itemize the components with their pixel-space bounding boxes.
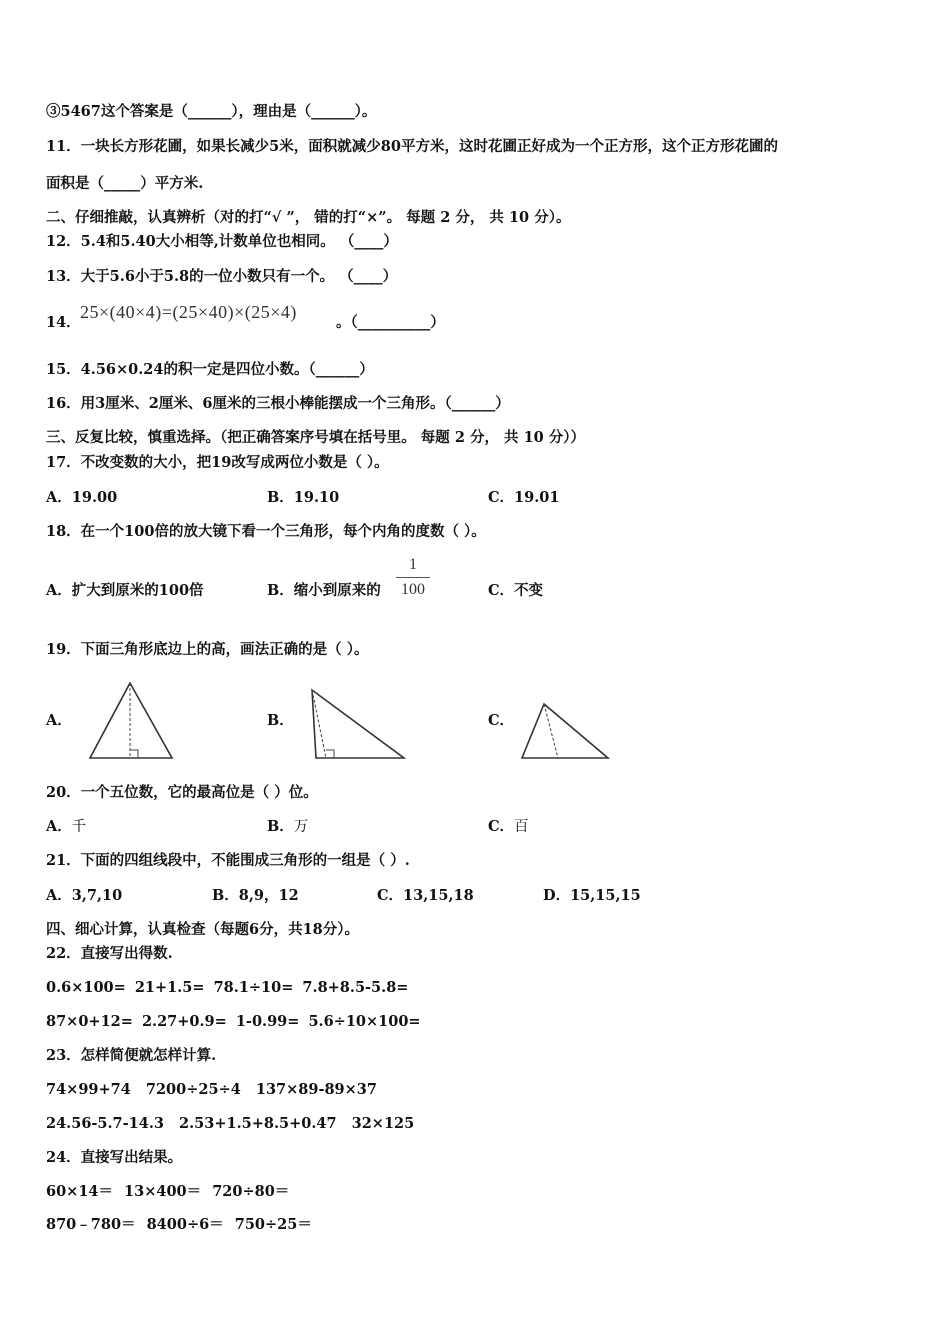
q16: 16．用3厘米、2厘米、6厘米的三根小棒能摆成一个三角形。（______） <box>46 395 510 412</box>
q24-row-1: 60×14＝ 13×400＝ 720÷80＝ <box>46 1183 290 1200</box>
q23-row-2: 24.56-5.7-14.3 2.53+1.5+8.5+0.47 32×125 <box>46 1115 415 1132</box>
q23-row-1: 74×99+74 7200÷25÷4 137×89-89×37 <box>46 1081 377 1098</box>
q21-option-b[interactable]: B．8,9，12 <box>212 887 299 904</box>
q20-option-a[interactable]: A．千 <box>46 818 87 835</box>
q19-triangle-c <box>518 700 614 762</box>
fraction-denominator: 100 <box>401 581 425 598</box>
section-4-heading: 四、细心计算，认真检查（每题6分，共18分）。 <box>46 921 360 938</box>
q12: 12．5.4和5.40大小相等,计数单位也相同。 （____） <box>46 233 398 250</box>
q22-row-2: 87×0+12= 2.27+0.9= 1-0.99= 5.6÷10×100= <box>46 1013 421 1030</box>
q18-fraction <box>396 556 430 599</box>
section-3-heading: 三、反复比较，慎重选择。（把正确答案序号填在括号里。 每题 2 分， 共 10 分）） <box>46 429 586 446</box>
q18-option-b[interactable]: B．缩小到原来的 <box>267 582 381 599</box>
q19-triangle-b <box>308 686 408 762</box>
q22-row-1: 0.6×100= 21+1.5= 78.1÷10= 7.8+8.5-5.8= <box>46 979 409 996</box>
q17-option-a[interactable]: A．19.00 <box>46 489 118 506</box>
fraction-numerator: 1 <box>396 556 430 578</box>
q11-line-1: 11．一块长方形花圃，如果长减少5米，面积就减少80平方米，这时花圃正好成为一个正方形，这个正方形花圃的 <box>46 138 778 155</box>
q21-option-d[interactable]: D．15,15,15 <box>543 887 641 904</box>
q14-answer-blank: 。（__________） <box>336 314 445 331</box>
q22: 22．直接写出得数. <box>46 945 173 962</box>
q21-option-c[interactable]: C．13,15,18 <box>377 887 474 904</box>
q11-line-2: 面积是（_____）平方米. <box>46 175 204 192</box>
q14-expression: 25×(40×4)=(25×40)×(25×4) <box>80 302 297 322</box>
q20: 20．一个五位数，它的最高位是（ ）位。 <box>46 784 318 801</box>
q19-option-b[interactable]: B． <box>267 712 294 729</box>
q24: 24．直接写出结果。 <box>46 1149 183 1166</box>
q10-line-3: ③5467这个答案是（______），理由是（______）。 <box>46 103 377 120</box>
q18: 18．在一个100倍的放大镜下看一个三角形，每个内角的度数（ ）。 <box>46 523 486 540</box>
q19: 19．下面三角形底边上的高，画法正确的是（ ）。 <box>46 641 369 658</box>
q15: 15．4.56×0.24的积一定是四位小数。（______） <box>46 361 374 378</box>
q24-row-2: 870﹣780＝ 8400÷6＝ 750÷25＝ <box>46 1216 312 1233</box>
q14-number: 14． <box>46 314 81 331</box>
section-2-heading: 二、仔细推敲，认真辨析（对的打“√ ”， 错的打“×”。 每题 2 分， 共 10 分）。 <box>46 209 571 226</box>
q20-option-b[interactable]: B．万 <box>267 818 309 835</box>
q13: 13．大于5.6小于5.8的一位小数只有一个。 （____） <box>46 268 398 285</box>
q20-option-c[interactable]: C．百 <box>488 818 529 835</box>
q19-triangle-a <box>86 680 176 762</box>
q21-option-a[interactable]: A．3,7,10 <box>46 887 123 904</box>
q17-option-c[interactable]: C．19.01 <box>488 489 560 506</box>
q17: 17．不改变数的大小，把19改写成两位小数是（ ）。 <box>46 454 389 471</box>
q19-option-c[interactable]: C． <box>488 712 515 729</box>
q21: 21．下面的四组线段中，不能围成三角形的一组是（ ）. <box>46 852 410 869</box>
q18-option-a[interactable]: A．扩大到原米的100倍 <box>46 582 204 599</box>
q18-option-c[interactable]: C．不变 <box>488 582 544 599</box>
q23: 23．怎样简便就怎样计算. <box>46 1047 217 1064</box>
q19-option-a[interactable]: A． <box>46 712 72 729</box>
q17-option-b[interactable]: B．19.10 <box>267 489 340 506</box>
